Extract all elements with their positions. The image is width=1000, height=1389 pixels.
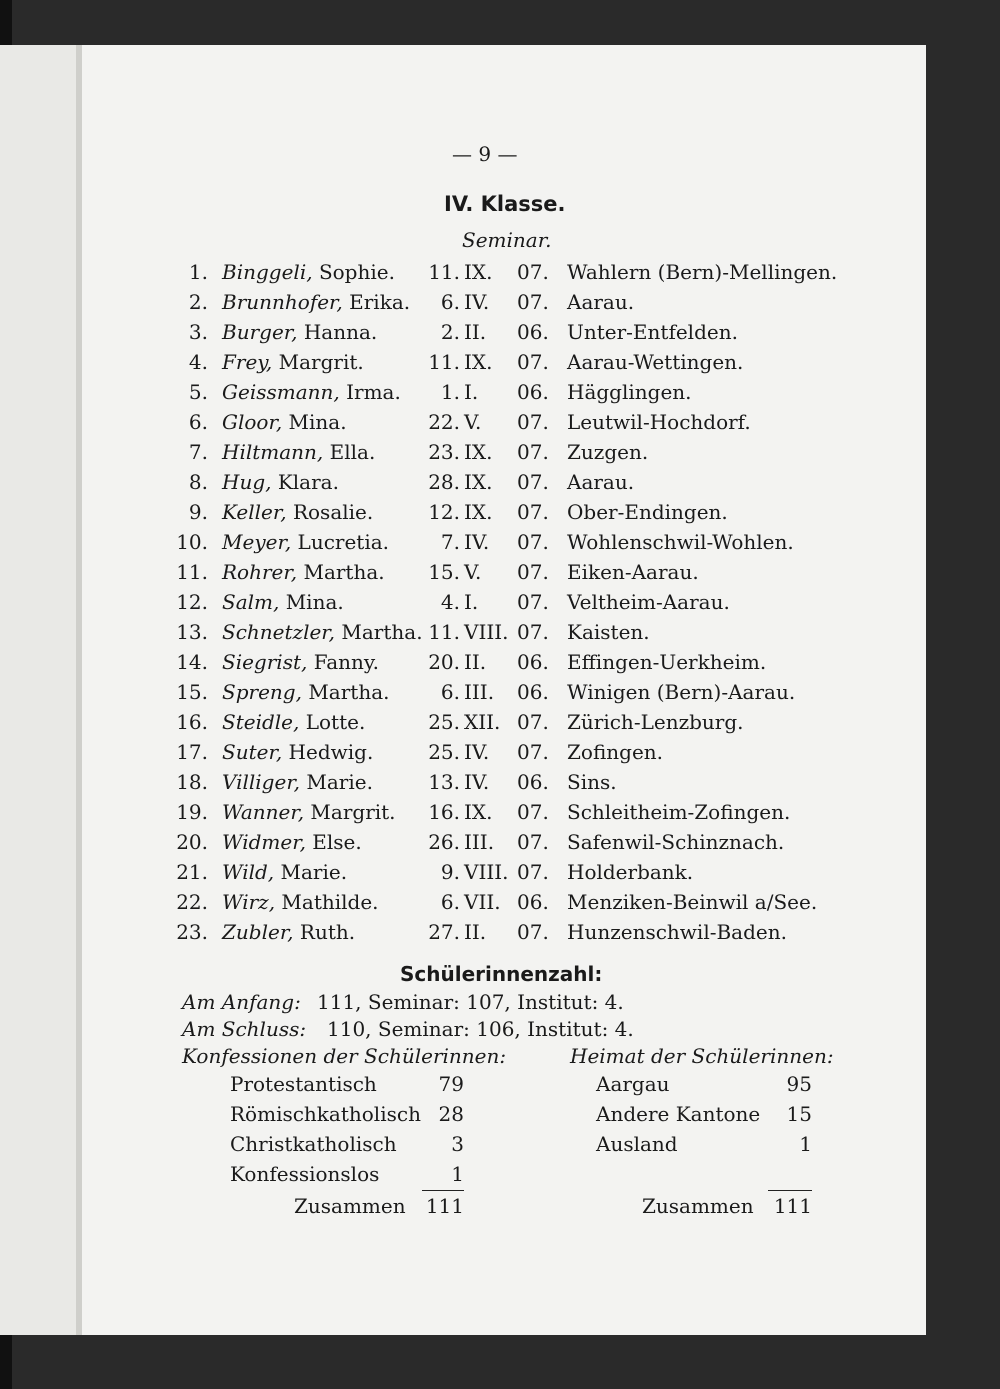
student-place: Eiken-Aarau. <box>567 560 699 584</box>
student-surname: Steidle, <box>222 710 300 734</box>
student-name <box>222 710 365 734</box>
birth-year: 06. <box>517 680 549 704</box>
confession-label: Römischkatholisch <box>230 1102 421 1126</box>
facing-page-edge <box>0 45 80 1335</box>
birth-day: 13. <box>428 770 460 794</box>
student-surname: Hug, <box>222 470 272 494</box>
origin-heading: Heimat der Schülerinnen: <box>570 1044 834 1068</box>
student-name <box>222 500 373 524</box>
confession-label: Konfessionslos <box>230 1162 380 1186</box>
student-place: Veltheim-Aarau. <box>567 590 730 614</box>
birth-day: 27. <box>428 920 460 944</box>
student-name <box>222 920 355 944</box>
student-number: 22. <box>176 890 208 914</box>
start-count-text: 111, Seminar: 107, Institut: 4. <box>317 990 624 1014</box>
student-firstname: Martha. <box>341 620 423 644</box>
birth-month: V. <box>464 560 482 584</box>
student-firstname: Mina. <box>285 590 344 614</box>
student-place: Hunzenschwil-Baden. <box>567 920 787 944</box>
birth-year: 07. <box>517 290 549 314</box>
student-surname: Geissmann, <box>222 380 340 404</box>
student-place: Hägglingen. <box>567 380 692 404</box>
end-count-text: 110, Seminar: 106, Institut: 4. <box>327 1017 634 1041</box>
confession-label: Christkatholisch <box>230 1132 397 1156</box>
student-number: 21. <box>176 860 208 884</box>
origin-sum-rule <box>768 1190 812 1191</box>
student-firstname: Fanny. <box>313 650 379 674</box>
student-name <box>222 320 377 344</box>
birth-day: 11. <box>428 350 460 374</box>
birth-day: 25. <box>428 740 460 764</box>
student-surname: Schnetzler, <box>222 620 336 644</box>
student-number: 13. <box>176 620 208 644</box>
student-number: 14. <box>176 650 208 674</box>
student-number: 3. <box>188 320 208 344</box>
student-firstname: Marie. <box>280 860 348 884</box>
student-number: 6. <box>188 410 208 434</box>
student-number: 20. <box>176 830 208 854</box>
birth-month: V. <box>464 410 482 434</box>
confession-value: 1 <box>451 1162 464 1186</box>
birth-month: II. <box>464 920 487 944</box>
student-firstname: Hedwig. <box>288 740 374 764</box>
student-surname: Meyer, <box>222 530 292 554</box>
student-number: 11. <box>176 560 208 584</box>
page-number: — 9 — <box>452 142 518 166</box>
student-surname: Binggeli, <box>222 260 313 284</box>
student-number: 19. <box>176 800 208 824</box>
birth-year: 07. <box>517 710 549 734</box>
student-firstname: Else. <box>312 830 362 854</box>
birth-day: 23. <box>428 440 460 464</box>
summary-heading: Schülerinnenzahl: <box>400 962 603 986</box>
student-name <box>222 890 379 914</box>
birth-month: III. <box>464 830 495 854</box>
birth-year: 07. <box>517 410 549 434</box>
student-surname: Villiger, <box>222 770 301 794</box>
student-name <box>222 290 410 314</box>
student-surname: Suter, <box>222 740 283 764</box>
student-surname: Gloor, <box>222 410 283 434</box>
confession-value: 79 <box>438 1072 464 1096</box>
student-firstname: Irma. <box>346 380 401 404</box>
student-number: 15. <box>176 680 208 704</box>
birth-year: 07. <box>517 830 549 854</box>
student-firstname: Mina. <box>288 410 347 434</box>
student-name <box>222 590 344 614</box>
birth-day: 6. <box>440 890 460 914</box>
birth-day: 20. <box>428 650 460 674</box>
student-firstname: Martha. <box>303 560 385 584</box>
student-number: 10. <box>176 530 208 554</box>
student-firstname: Hanna. <box>303 320 378 344</box>
student-name <box>222 830 362 854</box>
student-name <box>222 740 373 764</box>
birth-year: 06. <box>517 650 549 674</box>
student-name <box>222 470 339 494</box>
birth-day: 25. <box>428 710 460 734</box>
birth-month: I. <box>464 380 479 404</box>
student-surname: Salm, <box>222 590 280 614</box>
birth-month: IV. <box>464 770 490 794</box>
student-number: 17. <box>176 740 208 764</box>
origin-label: Ausland <box>596 1132 678 1156</box>
student-number: 9. <box>188 500 208 524</box>
birth-day: 4. <box>440 590 460 614</box>
birth-month: II. <box>464 650 487 674</box>
birth-day: 11. <box>428 620 460 644</box>
student-name <box>222 770 373 794</box>
student-place: Ober-Endingen. <box>567 500 728 524</box>
student-firstname: Lucretia. <box>297 530 390 554</box>
student-number: 16. <box>176 710 208 734</box>
birth-year: 07. <box>517 470 549 494</box>
student-firstname: Margrit. <box>310 800 396 824</box>
student-surname: Burger, <box>222 320 298 344</box>
birth-month: IX. <box>464 470 493 494</box>
student-place: Aarau. <box>567 470 635 494</box>
student-name <box>222 560 385 584</box>
origin-label: Andere Kantone <box>596 1102 761 1126</box>
birth-month: XII. <box>464 710 501 734</box>
student-place: Zürich-Lenzburg. <box>567 710 744 734</box>
birth-year: 07. <box>517 350 549 374</box>
birth-year: 07. <box>517 860 549 884</box>
confession-value: 28 <box>438 1102 464 1126</box>
birth-day: 6. <box>440 680 460 704</box>
birth-day: 2. <box>440 320 460 344</box>
birth-month: VII. <box>464 890 501 914</box>
student-place: Schleitheim-Zofingen. <box>567 800 791 824</box>
birth-month: IV. <box>464 530 490 554</box>
student-place: Unter-Entfelden. <box>567 320 738 344</box>
birth-month: IX. <box>464 500 493 524</box>
student-firstname: Margrit. <box>278 350 364 374</box>
confession-heading: Konfessionen der Schülerinnen: <box>182 1044 507 1068</box>
birth-day: 28. <box>428 470 460 494</box>
confession-value: 3 <box>451 1132 464 1156</box>
birth-year: 06. <box>517 770 549 794</box>
confession-label: Protestantisch <box>230 1072 377 1096</box>
birth-year: 06. <box>517 320 549 344</box>
student-name <box>222 860 347 884</box>
student-name <box>222 260 395 284</box>
student-place: Wahlern (Bern)-Mellingen. <box>567 260 838 284</box>
student-surname: Zubler, <box>222 920 294 944</box>
birth-month: VIII. <box>464 860 509 884</box>
birth-year: 07. <box>517 920 549 944</box>
student-place: Kaisten. <box>567 620 650 644</box>
start-count-label: Am Anfang: <box>182 990 301 1014</box>
birth-month: IX. <box>464 800 493 824</box>
student-place: Zuzgen. <box>567 440 649 464</box>
birth-month: VIII. <box>464 620 509 644</box>
birth-year: 07. <box>517 530 549 554</box>
student-name <box>222 440 375 464</box>
student-name <box>222 530 389 554</box>
student-surname: Wirz, <box>222 890 276 914</box>
birth-year: 07. <box>517 740 549 764</box>
origin-value: 1 <box>799 1132 812 1156</box>
student-number: 4. <box>188 350 208 374</box>
student-surname: Frey, <box>222 350 273 374</box>
birth-day: 22. <box>428 410 460 434</box>
student-place: Leutwil-Hochdorf. <box>567 410 751 434</box>
student-place: Wohlenschwil-Wohlen. <box>567 530 794 554</box>
birth-year: 07. <box>517 440 549 464</box>
student-surname: Siegrist, <box>222 650 308 674</box>
birth-month: IV. <box>464 290 490 314</box>
student-firstname: Marie. <box>306 770 373 794</box>
birth-month: IX. <box>464 440 493 464</box>
student-number: 2. <box>188 290 208 314</box>
student-surname: Brunnhofer, <box>222 290 343 314</box>
birth-year: 07. <box>517 500 549 524</box>
student-place: Zofingen. <box>567 740 664 764</box>
class-subheading: Seminar. <box>462 228 552 252</box>
student-place: Aarau. <box>567 290 635 314</box>
birth-day: 9. <box>440 860 460 884</box>
birth-day: 1. <box>440 380 460 404</box>
birth-year: 07. <box>517 560 549 584</box>
birth-year: 06. <box>517 380 549 404</box>
student-name <box>222 410 347 434</box>
birth-day: 6. <box>440 290 460 314</box>
student-place: Safenwil-Schinznach. <box>567 830 785 854</box>
student-surname: Wild, <box>222 860 275 884</box>
confession-total-value: 111 <box>425 1194 464 1218</box>
origin-value: 95 <box>786 1072 812 1096</box>
birth-day: 16. <box>428 800 460 824</box>
student-firstname: Ruth. <box>299 920 356 944</box>
birth-month: IV. <box>464 740 490 764</box>
origin-total-label: Zusammen <box>642 1194 754 1218</box>
student-surname: Rohrer, <box>222 560 298 584</box>
student-place: Sins. <box>567 770 617 794</box>
student-number: 18. <box>176 770 208 794</box>
birth-day: 11. <box>428 260 460 284</box>
birth-year: 07. <box>517 260 549 284</box>
birth-month: I. <box>464 590 479 614</box>
confession-sum-rule <box>422 1190 464 1191</box>
student-number: 5. <box>188 380 208 404</box>
student-name <box>222 350 364 374</box>
student-number: 8. <box>188 470 208 494</box>
student-place: Winigen (Bern)-Aarau. <box>567 680 796 704</box>
birth-year: 07. <box>517 590 549 614</box>
student-firstname: Rosalie. <box>292 500 374 524</box>
student-firstname: Sophie. <box>318 260 395 284</box>
birth-month: II. <box>464 320 487 344</box>
student-number: 7. <box>188 440 208 464</box>
student-firstname: Mathilde. <box>281 890 379 914</box>
student-firstname: Klara. <box>277 470 339 494</box>
student-surname: Widmer, <box>222 830 306 854</box>
student-number: 23. <box>176 920 208 944</box>
birth-month: IX. <box>464 350 493 374</box>
student-surname: Spreng, <box>222 680 302 704</box>
student-name <box>222 800 396 824</box>
student-firstname: Ella. <box>329 440 376 464</box>
birth-day: 26. <box>428 830 460 854</box>
origin-value: 15 <box>786 1102 812 1126</box>
student-firstname: Erika. <box>349 290 411 314</box>
student-name <box>222 680 389 704</box>
origin-label: Aargau <box>596 1072 670 1096</box>
student-name <box>222 620 423 644</box>
origin-total-value: 111 <box>773 1194 812 1218</box>
student-surname: Wanner, <box>222 800 305 824</box>
birth-year: 06. <box>517 890 549 914</box>
student-number: 12. <box>176 590 208 614</box>
student-surname: Hiltmann, <box>222 440 324 464</box>
student-number: 1. <box>188 260 208 284</box>
student-firstname: Lotte. <box>305 710 366 734</box>
birth-year: 07. <box>517 800 549 824</box>
student-name <box>222 380 401 404</box>
student-surname: Keller, <box>222 500 287 524</box>
student-place: Effingen-Uerkheim. <box>567 650 767 674</box>
confession-total-label: Zusammen <box>294 1194 406 1218</box>
student-firstname: Martha. <box>308 680 390 704</box>
birth-day: 7. <box>440 530 460 554</box>
birth-month: IX. <box>464 260 493 284</box>
end-count-label: Am Schluss: <box>182 1017 307 1041</box>
student-place: Holderbank. <box>567 860 694 884</box>
student-place: Menziken-Beinwil a/See. <box>567 890 818 914</box>
class-heading: IV. Klasse. <box>444 192 566 216</box>
birth-day: 12. <box>428 500 460 524</box>
student-name <box>222 650 379 674</box>
birth-month: III. <box>464 680 495 704</box>
birth-day: 15. <box>428 560 460 584</box>
student-place: Aarau-Wettingen. <box>567 350 744 374</box>
birth-year: 07. <box>517 620 549 644</box>
